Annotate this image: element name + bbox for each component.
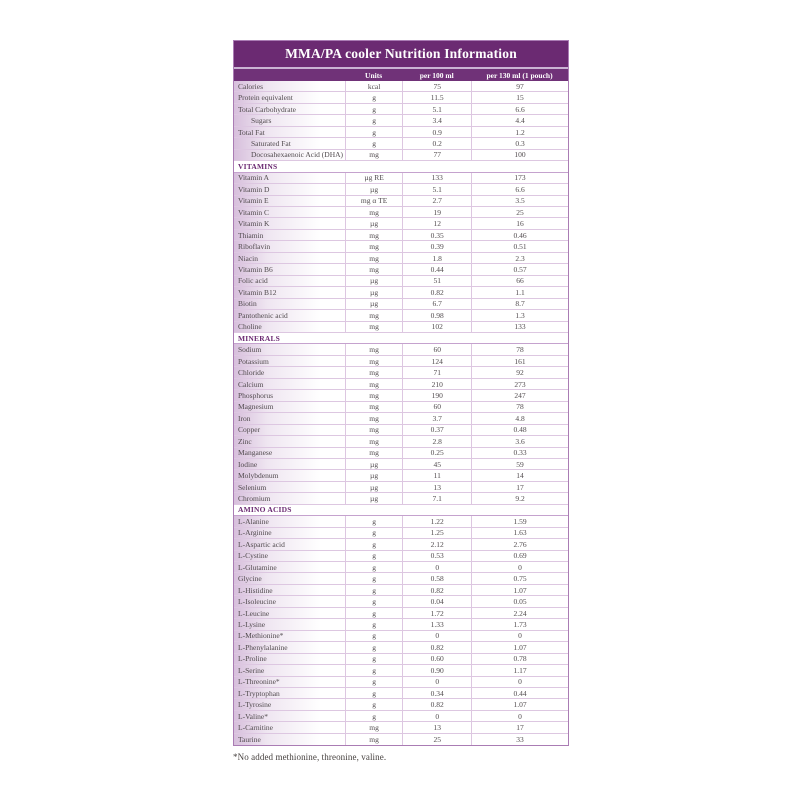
row-per-130ml: 0 bbox=[471, 711, 568, 721]
row-units: mg bbox=[345, 150, 402, 160]
table-row bbox=[234, 379, 568, 390]
row-per-100ml: 60 bbox=[402, 344, 471, 354]
row-units: g bbox=[345, 585, 402, 595]
column-header-row bbox=[234, 69, 568, 81]
table-row bbox=[234, 493, 568, 504]
row-per-100ml: 0.58 bbox=[402, 573, 471, 583]
row-per-130ml: 2.3 bbox=[471, 253, 568, 263]
row-per-130ml: 1.07 bbox=[471, 585, 568, 595]
row-label: Docosahexaenoic Acid (DHA) bbox=[251, 150, 344, 160]
row-per-130ml: 0.57 bbox=[471, 264, 568, 274]
row-per-100ml: 1.8 bbox=[402, 253, 471, 263]
row-label: L-Phenylalanine bbox=[238, 642, 288, 652]
table-row bbox=[234, 539, 568, 550]
row-label: Vitamin D bbox=[238, 184, 270, 194]
row-units: mg bbox=[345, 356, 402, 366]
table-row bbox=[234, 631, 568, 642]
row-per-100ml: 0.39 bbox=[402, 241, 471, 251]
row-per-100ml: 102 bbox=[402, 322, 471, 332]
table-row bbox=[234, 470, 568, 481]
row-units: mg bbox=[345, 379, 402, 389]
section-header-amino-acids: AMINO ACIDS bbox=[234, 505, 568, 516]
row-per-130ml: 8.7 bbox=[471, 299, 568, 309]
table-row bbox=[234, 688, 568, 699]
row-units: g bbox=[345, 688, 402, 698]
table-row bbox=[234, 253, 568, 264]
row-per-130ml: 1.73 bbox=[471, 619, 568, 629]
row-label: Iron bbox=[238, 413, 251, 423]
row-per-100ml: 0.35 bbox=[402, 230, 471, 240]
row-per-100ml: 0.2 bbox=[402, 138, 471, 148]
table-row bbox=[234, 310, 568, 321]
row-units: mg bbox=[345, 413, 402, 423]
row-label: Phosphorus bbox=[238, 390, 274, 400]
row-per-130ml: 1.3 bbox=[471, 310, 568, 320]
row-per-130ml: 0.75 bbox=[471, 573, 568, 583]
row-label: L-Lysine bbox=[238, 620, 266, 630]
row-per-130ml: 92 bbox=[471, 367, 568, 377]
table-row bbox=[234, 287, 568, 298]
row-per-100ml: 2.12 bbox=[402, 539, 471, 549]
table-row bbox=[234, 654, 568, 665]
row-units: µg bbox=[345, 299, 402, 309]
table-row bbox=[234, 367, 568, 378]
table-title: MMA/PA cooler Nutrition Information bbox=[234, 41, 568, 69]
table-row bbox=[234, 127, 568, 138]
row-label: L-Tryptophan bbox=[238, 688, 280, 698]
row-label: Iodine bbox=[238, 459, 258, 469]
table-row bbox=[234, 699, 568, 710]
row-label: Sodium bbox=[238, 345, 262, 355]
row-per-130ml: 16 bbox=[471, 218, 568, 228]
row-per-130ml: 25 bbox=[471, 207, 568, 217]
table-row bbox=[234, 402, 568, 413]
row-per-100ml: 25 bbox=[402, 734, 471, 745]
row-per-130ml: 4.4 bbox=[471, 115, 568, 125]
row-per-100ml: 5.1 bbox=[402, 184, 471, 194]
row-label: Sugars bbox=[251, 116, 272, 126]
nutrition-table bbox=[233, 40, 569, 746]
row-units: mg bbox=[345, 367, 402, 377]
row-per-100ml: 124 bbox=[402, 356, 471, 366]
row-per-100ml: 190 bbox=[402, 390, 471, 400]
row-label: Glycine bbox=[238, 574, 262, 584]
row-per-100ml: 5.1 bbox=[402, 104, 471, 114]
row-label: Saturated Fat bbox=[251, 138, 291, 148]
table-row bbox=[234, 608, 568, 619]
table-row bbox=[234, 642, 568, 653]
row-label: L-Histidine bbox=[238, 585, 273, 595]
row-per-130ml: 3.5 bbox=[471, 196, 568, 206]
row-per-130ml: 0.33 bbox=[471, 448, 568, 458]
row-per-100ml: 2.8 bbox=[402, 436, 471, 446]
row-per-100ml: 0.9 bbox=[402, 127, 471, 137]
row-units: mg bbox=[345, 207, 402, 217]
table-row bbox=[234, 230, 568, 241]
row-per-130ml: 0.46 bbox=[471, 230, 568, 240]
row-label: Magnesium bbox=[238, 402, 274, 412]
row-units: mg bbox=[345, 253, 402, 263]
row-label: Biotin bbox=[238, 299, 257, 309]
column-header-per-100ml: per 100 ml bbox=[419, 70, 454, 80]
table-row bbox=[234, 115, 568, 126]
table-row bbox=[234, 150, 568, 161]
table-row bbox=[234, 722, 568, 733]
table-row bbox=[234, 196, 568, 207]
table-row bbox=[234, 184, 568, 195]
row-label: L-Carnitine bbox=[238, 723, 273, 733]
table-row bbox=[234, 528, 568, 539]
table-row bbox=[234, 264, 568, 275]
column-header-units: Units bbox=[365, 70, 383, 80]
table-row bbox=[234, 619, 568, 630]
row-per-130ml: 66 bbox=[471, 276, 568, 286]
row-per-130ml: 173 bbox=[471, 173, 568, 183]
row-per-100ml: 11.5 bbox=[402, 92, 471, 102]
row-units: g bbox=[345, 92, 402, 102]
row-units: mg bbox=[345, 230, 402, 240]
table-row bbox=[234, 665, 568, 676]
row-label: Manganese bbox=[238, 448, 273, 458]
row-per-130ml: 0.44 bbox=[471, 688, 568, 698]
row-per-130ml: 15 bbox=[471, 92, 568, 102]
table-row bbox=[234, 734, 568, 745]
row-units: µg bbox=[345, 184, 402, 194]
row-per-130ml: 4.8 bbox=[471, 413, 568, 423]
row-per-130ml: 97 bbox=[471, 81, 568, 91]
row-per-100ml: 1.72 bbox=[402, 608, 471, 618]
row-label: L-Valine* bbox=[238, 711, 268, 721]
row-per-100ml: 3.7 bbox=[402, 413, 471, 423]
row-label: L-Cystine bbox=[238, 551, 268, 561]
row-units: g bbox=[345, 138, 402, 148]
row-label: L-Proline bbox=[238, 654, 267, 664]
table-row bbox=[234, 413, 568, 424]
table-row bbox=[234, 482, 568, 493]
row-units: µg bbox=[345, 493, 402, 503]
row-units: mg bbox=[345, 734, 402, 745]
row-units: mg bbox=[345, 436, 402, 446]
row-per-130ml: 1.63 bbox=[471, 528, 568, 538]
row-per-100ml: 45 bbox=[402, 459, 471, 469]
table-row bbox=[234, 711, 568, 722]
row-per-100ml: 13 bbox=[402, 482, 471, 492]
row-per-100ml: 13 bbox=[402, 722, 471, 732]
row-label: L-Alanine bbox=[238, 516, 269, 526]
table-row bbox=[234, 356, 568, 367]
row-units: g bbox=[345, 665, 402, 675]
table-row bbox=[234, 92, 568, 103]
row-units: µg bbox=[345, 276, 402, 286]
table-row bbox=[234, 551, 568, 562]
row-per-100ml: 0 bbox=[402, 677, 471, 687]
row-per-130ml: 0.3 bbox=[471, 138, 568, 148]
row-units: mg bbox=[345, 322, 402, 332]
row-label: Taurine bbox=[238, 735, 261, 745]
row-units: g bbox=[345, 596, 402, 606]
row-per-130ml: 9.2 bbox=[471, 493, 568, 503]
row-label: Chloride bbox=[238, 368, 265, 378]
row-per-100ml: 0.25 bbox=[402, 448, 471, 458]
row-units: g bbox=[345, 528, 402, 538]
row-units: µg bbox=[345, 459, 402, 469]
row-units: mg bbox=[345, 344, 402, 354]
row-label: L-Isoleucine bbox=[238, 597, 276, 607]
row-per-100ml: 0.82 bbox=[402, 287, 471, 297]
section-header-minerals: MINERALS bbox=[234, 333, 568, 344]
table-row bbox=[234, 390, 568, 401]
table-row bbox=[234, 173, 568, 184]
table-row bbox=[234, 299, 568, 310]
row-label: Zinc bbox=[238, 436, 252, 446]
row-label: L-Leucine bbox=[238, 608, 270, 618]
row-units: mg bbox=[345, 264, 402, 274]
row-units: g bbox=[345, 619, 402, 629]
row-per-100ml: 11 bbox=[402, 470, 471, 480]
row-units: µg bbox=[345, 482, 402, 492]
row-label: Vitamin A bbox=[238, 173, 270, 183]
row-units: g bbox=[345, 573, 402, 583]
table-row bbox=[234, 585, 568, 596]
row-label: Vitamin E bbox=[238, 196, 269, 206]
row-label: Calcium bbox=[238, 379, 264, 389]
row-per-100ml: 2.7 bbox=[402, 196, 471, 206]
row-per-100ml: 0 bbox=[402, 631, 471, 641]
row-units: g bbox=[345, 539, 402, 549]
row-per-100ml: 0.04 bbox=[402, 596, 471, 606]
column-header-blank bbox=[234, 69, 345, 81]
row-label: Total Fat bbox=[238, 127, 265, 137]
row-per-130ml: 1.2 bbox=[471, 127, 568, 137]
table-body bbox=[234, 81, 568, 745]
row-units: g bbox=[345, 654, 402, 664]
row-label: Potassium bbox=[238, 356, 269, 366]
row-per-130ml: 6.6 bbox=[471, 104, 568, 114]
row-label: L-Methionine* bbox=[238, 631, 284, 641]
row-label: Calories bbox=[238, 81, 263, 91]
table-row bbox=[234, 459, 568, 470]
row-per-100ml: 0.60 bbox=[402, 654, 471, 664]
row-per-130ml: 3.6 bbox=[471, 436, 568, 446]
row-label: Riboflavin bbox=[238, 242, 271, 252]
row-label: Thiamin bbox=[238, 230, 264, 240]
row-units: g bbox=[345, 115, 402, 125]
row-units: µg bbox=[345, 218, 402, 228]
row-per-130ml: 247 bbox=[471, 390, 568, 400]
row-per-130ml: 161 bbox=[471, 356, 568, 366]
table-row bbox=[234, 596, 568, 607]
row-units: mg bbox=[345, 722, 402, 732]
row-per-130ml: 0.69 bbox=[471, 551, 568, 561]
row-per-130ml: 0 bbox=[471, 631, 568, 641]
row-per-100ml: 19 bbox=[402, 207, 471, 217]
row-per-130ml: 78 bbox=[471, 344, 568, 354]
row-units: mg bbox=[345, 425, 402, 435]
row-per-100ml: 6.7 bbox=[402, 299, 471, 309]
row-per-100ml: 12 bbox=[402, 218, 471, 228]
row-units: g bbox=[345, 551, 402, 561]
table-row bbox=[234, 425, 568, 436]
row-label: Selenium bbox=[238, 482, 267, 492]
row-label: Molybdenum bbox=[238, 471, 279, 481]
row-units: g bbox=[345, 516, 402, 526]
row-units: g bbox=[345, 127, 402, 137]
table-row bbox=[234, 677, 568, 688]
row-per-130ml: 78 bbox=[471, 402, 568, 412]
row-units: g bbox=[345, 642, 402, 652]
row-units: mg bbox=[345, 448, 402, 458]
row-per-130ml: 17 bbox=[471, 722, 568, 732]
row-per-100ml: 0.34 bbox=[402, 688, 471, 698]
row-per-100ml: 0.98 bbox=[402, 310, 471, 320]
row-label: Chromium bbox=[238, 494, 271, 504]
row-label: Choline bbox=[238, 322, 262, 332]
table-row bbox=[234, 322, 568, 333]
row-per-100ml: 133 bbox=[402, 173, 471, 183]
row-units: g bbox=[345, 631, 402, 641]
table-row bbox=[234, 207, 568, 218]
table-row bbox=[234, 516, 568, 527]
row-per-100ml: 210 bbox=[402, 379, 471, 389]
row-per-130ml: 273 bbox=[471, 379, 568, 389]
table-row bbox=[234, 241, 568, 252]
row-label: Vitamin B12 bbox=[238, 287, 277, 297]
row-per-130ml: 0.05 bbox=[471, 596, 568, 606]
table-row bbox=[234, 562, 568, 573]
row-per-130ml: 2.24 bbox=[471, 608, 568, 618]
row-units: g bbox=[345, 677, 402, 687]
row-units: g bbox=[345, 608, 402, 618]
row-per-100ml: 75 bbox=[402, 81, 471, 91]
row-per-100ml: 77 bbox=[402, 150, 471, 160]
section-header-vitamins: VITAMINS bbox=[234, 161, 568, 172]
row-units: mg bbox=[345, 390, 402, 400]
row-per-100ml: 7.1 bbox=[402, 493, 471, 503]
row-per-130ml: 2.76 bbox=[471, 539, 568, 549]
row-units: µg RE bbox=[345, 173, 402, 183]
row-units: g bbox=[345, 104, 402, 114]
row-units: mg bbox=[345, 402, 402, 412]
row-label: L-Arginine bbox=[238, 528, 272, 538]
row-label: L-Glutamine bbox=[238, 562, 277, 572]
row-units: µg bbox=[345, 287, 402, 297]
row-units: mg bbox=[345, 241, 402, 251]
row-units: g bbox=[345, 699, 402, 709]
row-label: Copper bbox=[238, 425, 261, 435]
table-row bbox=[234, 573, 568, 584]
row-per-100ml: 0.53 bbox=[402, 551, 471, 561]
row-per-100ml: 0.82 bbox=[402, 699, 471, 709]
row-per-100ml: 3.4 bbox=[402, 115, 471, 125]
row-units: µg bbox=[345, 470, 402, 480]
row-units: g bbox=[345, 711, 402, 721]
table-row bbox=[234, 276, 568, 287]
row-per-100ml: 60 bbox=[402, 402, 471, 412]
row-label: Niacin bbox=[238, 253, 258, 263]
table-row bbox=[234, 448, 568, 459]
row-label: Vitamin K bbox=[238, 219, 270, 229]
row-label: L-Serine bbox=[238, 665, 265, 675]
row-per-100ml: 0 bbox=[402, 562, 471, 572]
row-units: mg bbox=[345, 310, 402, 320]
row-units: g bbox=[345, 562, 402, 572]
row-per-130ml: 1.1 bbox=[471, 287, 568, 297]
table-row bbox=[234, 104, 568, 115]
row-label: Protein equivalent bbox=[238, 93, 293, 103]
table-row bbox=[234, 436, 568, 447]
row-per-100ml: 0.82 bbox=[402, 585, 471, 595]
row-per-130ml: 1.59 bbox=[471, 516, 568, 526]
row-per-130ml: 1.17 bbox=[471, 665, 568, 675]
row-per-100ml: 0 bbox=[402, 711, 471, 721]
row-per-100ml: 0.82 bbox=[402, 642, 471, 652]
row-units: mg α TE bbox=[345, 196, 402, 206]
row-per-100ml: 1.22 bbox=[402, 516, 471, 526]
row-per-100ml: 0.44 bbox=[402, 264, 471, 274]
row-per-130ml: 6.6 bbox=[471, 184, 568, 194]
row-per-100ml: 0.37 bbox=[402, 425, 471, 435]
row-per-100ml: 1.25 bbox=[402, 528, 471, 538]
row-per-100ml: 51 bbox=[402, 276, 471, 286]
row-per-130ml: 0 bbox=[471, 562, 568, 572]
row-label: L-Tyrosine bbox=[238, 700, 272, 710]
row-per-130ml: 1.07 bbox=[471, 642, 568, 652]
row-label: Folic acid bbox=[238, 276, 268, 286]
row-per-130ml: 133 bbox=[471, 322, 568, 332]
row-label: L-Threonine* bbox=[238, 677, 280, 687]
row-per-130ml: 17 bbox=[471, 482, 568, 492]
row-per-130ml: 1.07 bbox=[471, 699, 568, 709]
column-header-per-130ml: per 130 ml (1 pouch) bbox=[486, 70, 553, 80]
row-per-130ml: 0 bbox=[471, 677, 568, 687]
row-label: Total Carbohydrate bbox=[238, 104, 296, 114]
table-row bbox=[234, 218, 568, 229]
row-label: Vitamin B6 bbox=[238, 264, 273, 274]
row-per-100ml: 0.90 bbox=[402, 665, 471, 675]
footnote: *No added methionine, threonine, valine. bbox=[233, 752, 387, 762]
row-label: Pantothenic acid bbox=[238, 310, 288, 320]
table-row bbox=[234, 81, 568, 92]
row-per-100ml: 71 bbox=[402, 367, 471, 377]
row-per-130ml: 14 bbox=[471, 470, 568, 480]
row-per-130ml: 59 bbox=[471, 459, 568, 469]
row-label: L-Aspartic acid bbox=[238, 539, 285, 549]
row-per-130ml: 33 bbox=[471, 734, 568, 745]
row-per-100ml: 1.33 bbox=[402, 619, 471, 629]
row-label: Vitamin C bbox=[238, 207, 270, 217]
row-per-130ml: 0.51 bbox=[471, 241, 568, 251]
table-row bbox=[234, 138, 568, 149]
row-per-130ml: 100 bbox=[471, 150, 568, 160]
row-units: kcal bbox=[345, 81, 402, 91]
row-per-130ml: 0.48 bbox=[471, 425, 568, 435]
table-row bbox=[234, 344, 568, 355]
row-per-130ml: 0.78 bbox=[471, 654, 568, 664]
